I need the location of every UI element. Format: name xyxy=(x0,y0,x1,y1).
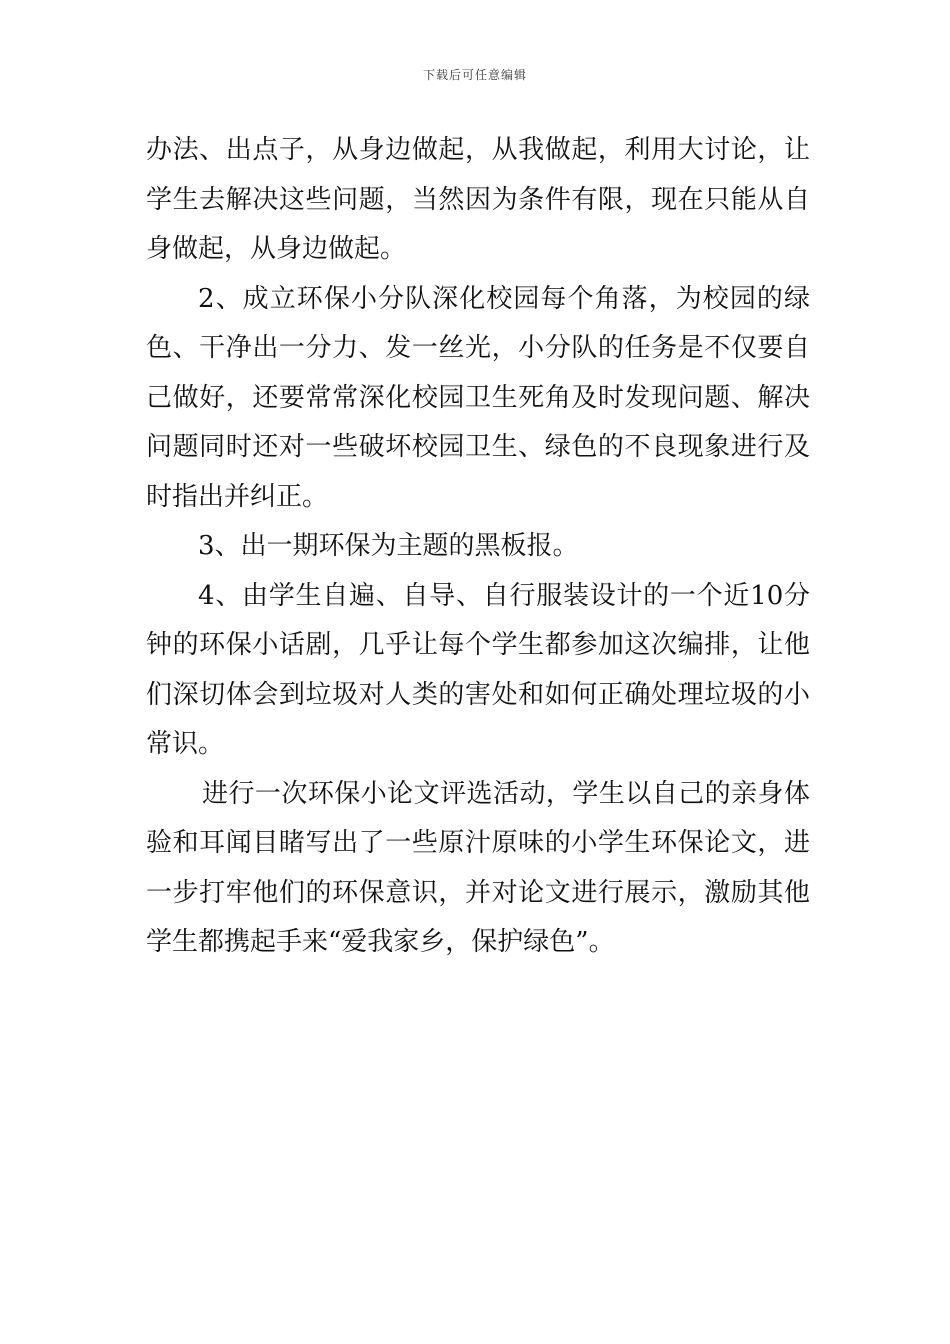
paragraph-continuation: 办法、出点子，从身边做起，从我做起，利用大讨论，让学生去解决这些问题，当然因为条件有限，现在只能从自身做起，从身边做起。 xyxy=(146,135,810,264)
paragraph-essay-activity: 进行一次环保小论文评选活动，学生以自己的亲身体验和耳闻目睹写出了一些原汁原味的小学生环保论文，进一步打牢他们的环保意识，并对论文进行展示，激励其他学生都携起手来“爱我家乡，保护绿色”。 xyxy=(146,778,810,957)
paragraph-item-2: 2、成立环保小分队深化校园每个角落，为校园的绿色、干净出一分力、发一丝光，小分队的任务是不仅要自己做好，还要常常深化校园卫生死角及时发现问题、解决问题同时还对一些破坏校园卫生、绿色的不良现象进行及时指出并纠正。 xyxy=(146,283,810,512)
document-body xyxy=(146,126,810,968)
paragraph-item-4: 4、由学生自遍、自导、自行服装设计的一个近10分钟的环保小话剧，几乎让每个学生都参加这次编排，让他们深切体会到垃圾对人类的害处和如何正确处理垃圾的小常识。 xyxy=(146,580,810,759)
page-header-note: 下载后可任意编辑 xyxy=(422,68,527,82)
paragraph-item-3: 3、出一期环保为主题的黑板报。 xyxy=(198,531,579,561)
